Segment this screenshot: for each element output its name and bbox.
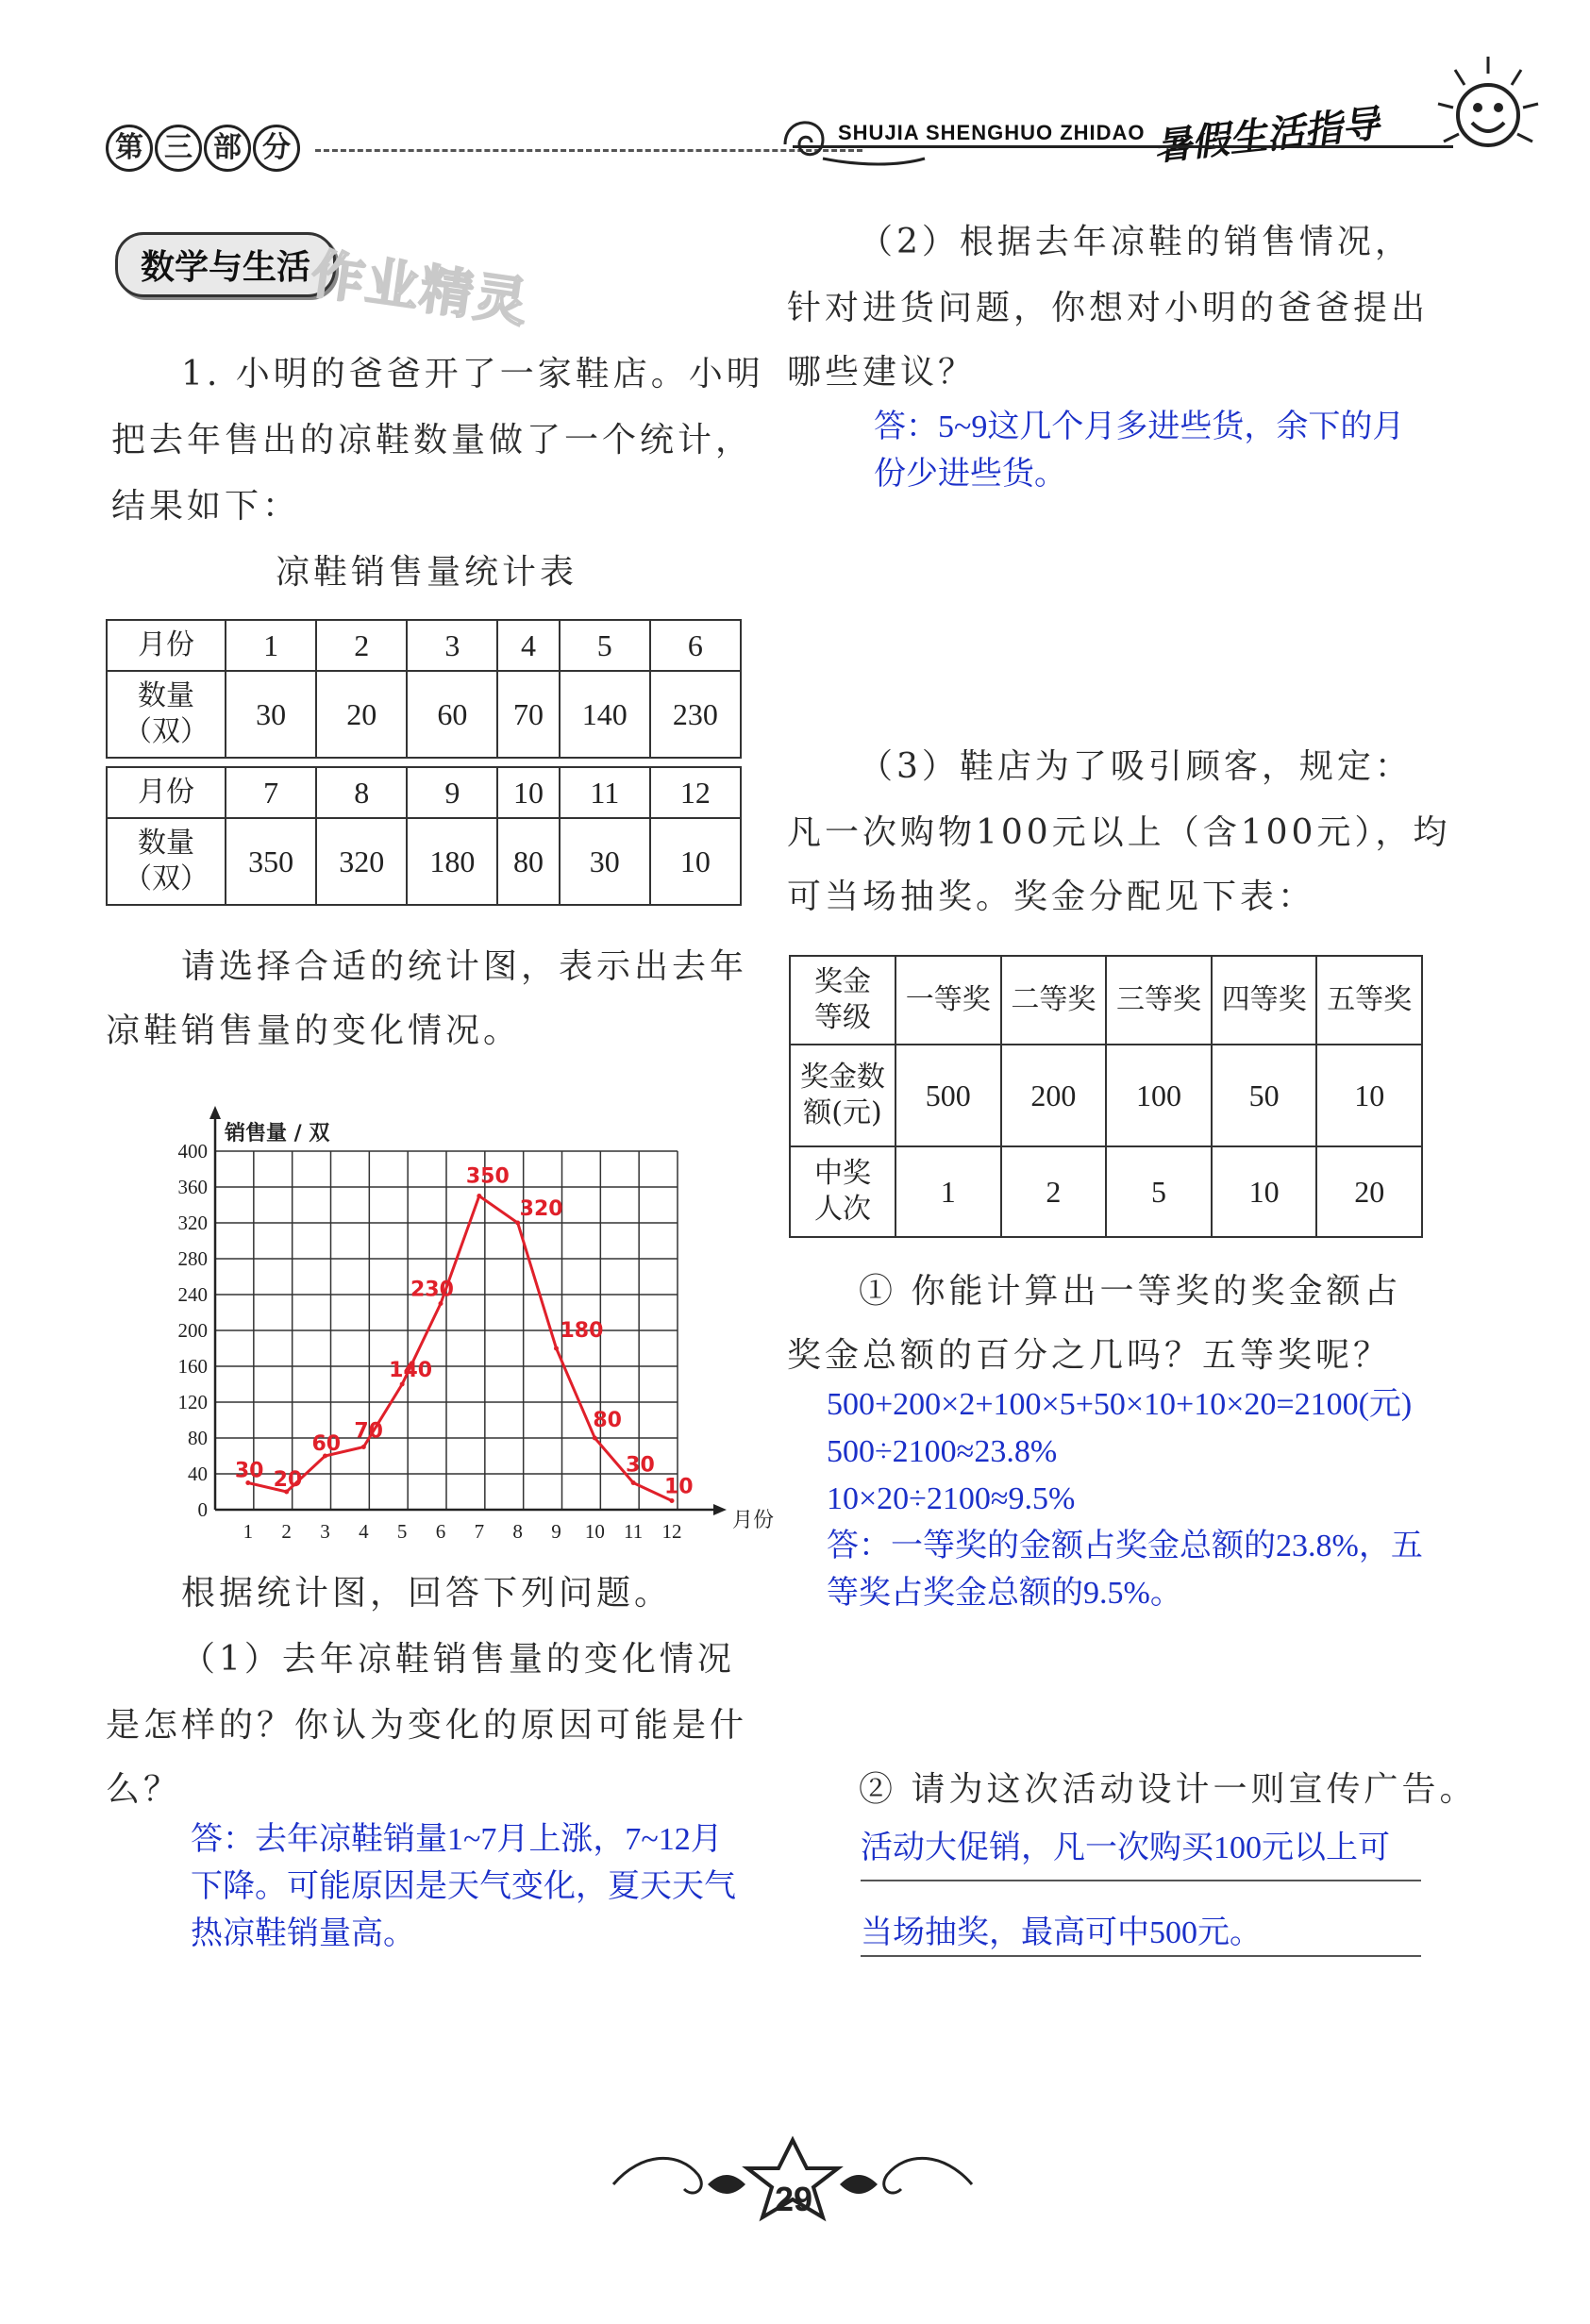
table-cell: 7 — [226, 767, 316, 818]
x-tick-label: 8 — [512, 1520, 523, 1543]
table-cell: 200 — [1001, 1045, 1107, 1146]
table-cell: 8 — [316, 767, 407, 818]
table-cell: 140 — [560, 671, 650, 758]
level-label: 奖金 等级 — [790, 956, 895, 1045]
data-point — [670, 1498, 675, 1503]
q1-line-3: 么？ — [106, 1770, 182, 1809]
table-cell: 230 — [650, 671, 741, 758]
table-cell: 500 — [895, 1045, 1001, 1146]
answer-3-line-2: 等奖占奖金总额的9.5%。 — [827, 1576, 1182, 1611]
table-title: 凉鞋销售量统计表 — [276, 553, 578, 592]
ad-line-1: 活动大促销，凡一次购买100元以上可 — [861, 1825, 1421, 1881]
table-cell: 2 — [316, 620, 407, 671]
table-cell: 320 — [316, 818, 407, 905]
data-label: 70 — [354, 1419, 383, 1444]
table-cell: 9 — [407, 767, 497, 818]
x-tick-label: 5 — [396, 1520, 408, 1543]
table-cell: 5 — [1106, 1146, 1212, 1237]
problem1-intro-1: 1. 小明的爸爸开了一家鞋店。小明 — [181, 355, 764, 393]
part-char: 第 — [106, 125, 153, 172]
table-cell: 70 — [497, 671, 559, 758]
month-label: 月份 — [107, 767, 226, 818]
level-cell: 三等奖 — [1106, 956, 1212, 1045]
table-cell: 4 — [497, 620, 559, 671]
choose-chart-text-2: 凉鞋销售量的变化情况。 — [106, 1012, 522, 1050]
level-cell: 一等奖 — [895, 956, 1001, 1045]
answer-by-chart: 根据统计图，回答下列问题。 — [181, 1574, 673, 1613]
data-label: 10 — [664, 1475, 694, 1499]
x-tick-label: 12 — [661, 1520, 682, 1543]
x-axis-arrow — [713, 1504, 727, 1515]
table-cell: 12 — [650, 767, 741, 818]
table-cell: 30 — [560, 818, 650, 905]
y-tick-label: 280 — [177, 1247, 208, 1270]
y-axis-label: 销售量 / 双 — [225, 1122, 330, 1145]
data-point — [400, 1382, 405, 1387]
brand-title: 暑假生活指导 — [1151, 102, 1382, 170]
x-tick-label: 3 — [320, 1520, 330, 1543]
x-tick-label: 1 — [243, 1520, 254, 1543]
x-tick-label: 6 — [435, 1520, 446, 1543]
q3-line-3: 可当场抽奖。奖金分配见下表： — [787, 878, 1316, 916]
y-tick-label: 40 — [188, 1463, 208, 1485]
qty-label: 数量 （双） — [107, 671, 226, 758]
data-point — [631, 1480, 636, 1485]
level-cell: 二等奖 — [1001, 956, 1107, 1045]
data-label: 30 — [626, 1453, 655, 1478]
prize-table — [789, 955, 1423, 1238]
table-cell: 20 — [316, 671, 407, 758]
table-cell: 30 — [226, 671, 316, 758]
problem1-intro-2: 把去年售出的凉鞋数量做了一个统计， — [111, 421, 754, 460]
page-number: 29 — [774, 2180, 813, 2218]
qty-label: 数量 （双） — [107, 818, 226, 905]
data-point — [593, 1436, 597, 1441]
q3-line-1: （3）鞋店为了吸引顾客，规定： — [859, 747, 1413, 786]
table-cell: 5 — [560, 620, 650, 671]
data-label: 80 — [593, 1409, 622, 1432]
x-tick-label: 11 — [624, 1520, 644, 1543]
data-label: 30 — [234, 1459, 264, 1483]
table-cell: 60 — [407, 671, 497, 758]
calc-line-2: 500÷2100≈23.8% — [827, 1434, 1058, 1469]
sub2-text: ② 请为这次活动设计一则宣传广告。 — [859, 1770, 1478, 1809]
smiley-sun-icon — [1427, 47, 1549, 170]
answer-2-line-1: 答：5~9这几个月多进些货，余下的月 — [874, 410, 1405, 444]
count-label: 中奖 人次 — [790, 1146, 895, 1237]
level-cell: 五等奖 — [1316, 956, 1422, 1045]
amount-label: 奖金数 额(元) — [790, 1045, 895, 1146]
table-cell: 10 — [1316, 1045, 1422, 1146]
table-cell: 50 — [1212, 1045, 1317, 1146]
header-pinyin: SHUJIA SHENGHUO ZHIDAO — [838, 121, 1146, 144]
sub1-line-1: ① 你能计算出一等奖的奖金额占 — [859, 1272, 1402, 1311]
answer-1-line-1: 答：去年凉鞋销量1~7月上涨，7~12月 — [191, 1822, 723, 1857]
data-label: 180 — [560, 1319, 604, 1343]
ad-line-2: 当场抽奖，最高可中500元。 — [861, 1900, 1421, 1957]
y-tick-label: 160 — [177, 1355, 208, 1378]
part-char: 三 — [155, 125, 202, 172]
header-baseline — [793, 145, 1453, 148]
table-cell: 2 — [1001, 1146, 1107, 1237]
y-tick-label: 80 — [188, 1427, 208, 1449]
choose-chart-text-1: 请选择合适的统计图，表示出去年 — [181, 947, 748, 986]
q3-line-2: 凡一次购物100元以上（含100元），均 — [787, 813, 1451, 852]
y-tick-label: 200 — [177, 1319, 208, 1342]
table-cell: 100 — [1106, 1045, 1212, 1146]
y-tick-label: 320 — [177, 1212, 208, 1234]
x-tick-label: 4 — [359, 1520, 369, 1543]
problem1-intro-3: 结果如下： — [111, 487, 301, 526]
part-label — [106, 125, 302, 172]
data-label: 350 — [465, 1164, 510, 1189]
calc-line-1: 500+200×2+100×5+50×10+10×20=2100(元) — [827, 1387, 1413, 1422]
part-char: 部 — [204, 125, 251, 172]
q1-line-2: 是怎样的？你认为变化的原因可能是什 — [106, 1706, 748, 1745]
answer-1-line-2: 下降。可能原因是天气变化，夏天天气 — [191, 1869, 736, 1904]
data-point — [515, 1221, 520, 1226]
x-axis-label: 月份 — [732, 1509, 775, 1532]
data-label: 20 — [273, 1468, 303, 1492]
data-point — [477, 1194, 481, 1198]
x-tick-label: 9 — [551, 1520, 561, 1543]
data-point — [361, 1445, 366, 1449]
table-cell: 10 — [497, 767, 559, 818]
sub1-line-2: 奖金总额的百分之几吗？五等奖呢？ — [787, 1336, 1392, 1375]
data-label: 230 — [410, 1278, 454, 1302]
x-tick-label: 2 — [281, 1520, 292, 1543]
data-label: 140 — [389, 1359, 433, 1382]
answer-2-line-2: 份少进些货。 — [874, 457, 1066, 492]
month-label: 月份 — [107, 620, 226, 671]
table-cell: 20 — [1316, 1146, 1422, 1237]
table-cell: 10 — [1212, 1146, 1317, 1237]
q2-line-1: （2）根据去年凉鞋的销售情况， — [859, 223, 1413, 261]
x-tick-label: 10 — [584, 1520, 605, 1543]
table-cell: 350 — [226, 818, 316, 905]
table-cell: 1 — [895, 1146, 1001, 1237]
table-cell: 3 — [407, 620, 497, 671]
x-tick-label: 7 — [474, 1520, 485, 1543]
table-cell: 180 — [407, 818, 497, 905]
calc-line-3: 10×20÷2100≈9.5% — [827, 1481, 1076, 1516]
data-point — [439, 1301, 444, 1306]
answer-3-line-1: 答：一等奖的金额占奖金总额的23.8%，五 — [827, 1529, 1423, 1563]
table-cell: 6 — [650, 620, 741, 671]
y-tick-label: 240 — [177, 1283, 208, 1306]
table-cell: 1 — [226, 620, 316, 671]
answer-1-line-3: 热凉鞋销量高。 — [191, 1916, 415, 1951]
y-tick-label: 0 — [197, 1498, 208, 1521]
page-header — [106, 102, 1521, 196]
data-label: 320 — [519, 1197, 563, 1221]
q2-line-3: 哪些建议？ — [787, 353, 977, 392]
y-tick-label: 400 — [177, 1140, 208, 1162]
data-point — [554, 1346, 559, 1351]
part-char: 分 — [253, 125, 300, 172]
table-cell: 10 — [650, 818, 741, 905]
q1-line-1: （1）去年凉鞋销售量的变化情况 — [181, 1640, 735, 1679]
y-tick-label: 360 — [177, 1176, 208, 1198]
y-tick-label: 120 — [177, 1391, 208, 1413]
sales-line-chart — [160, 1095, 775, 1543]
data-label: 60 — [311, 1432, 342, 1456]
sales-table — [106, 619, 742, 906]
table-cell: 80 — [497, 818, 559, 905]
watermark: 作业精灵 — [307, 243, 533, 335]
level-cell: 四等奖 — [1212, 956, 1317, 1045]
y-axis-arrow — [209, 1106, 221, 1119]
section-badge: 数学与生活 — [115, 232, 336, 297]
q2-line-2: 针对进货问题，你想对小明的爸爸提出 — [787, 289, 1430, 327]
table-cell: 11 — [560, 767, 650, 818]
